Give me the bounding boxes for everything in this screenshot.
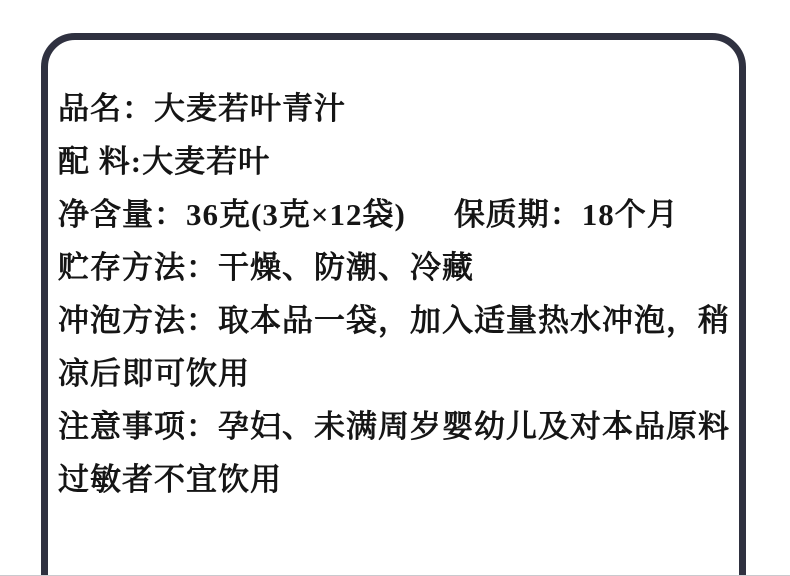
ingredients-row: 配 料:大麦若叶 [58, 144, 271, 179]
precautions-row: 注意事项：孕妇、未满周岁婴幼儿及对本品原料过敏者不宜饮用 [58, 409, 730, 497]
storage-method-row: 贮存方法：干燥、防潮、冷藏 [58, 250, 474, 285]
brewing-method-row: 冲泡方法：取本品一袋，加入适量热水冲泡，稍凉后即可饮用 [58, 303, 730, 391]
net-weight-text: 净含量：36克(3克×12袋) [58, 197, 406, 232]
info-panel-border [41, 33, 746, 576]
product-name-row: 品名：大麦若叶青汁 [58, 91, 346, 126]
info-panel-content [48, 40, 739, 506]
shelf-life-text: 保质期：18个月 [453, 197, 679, 232]
net-weight-shelf-life-row [58, 188, 731, 241]
